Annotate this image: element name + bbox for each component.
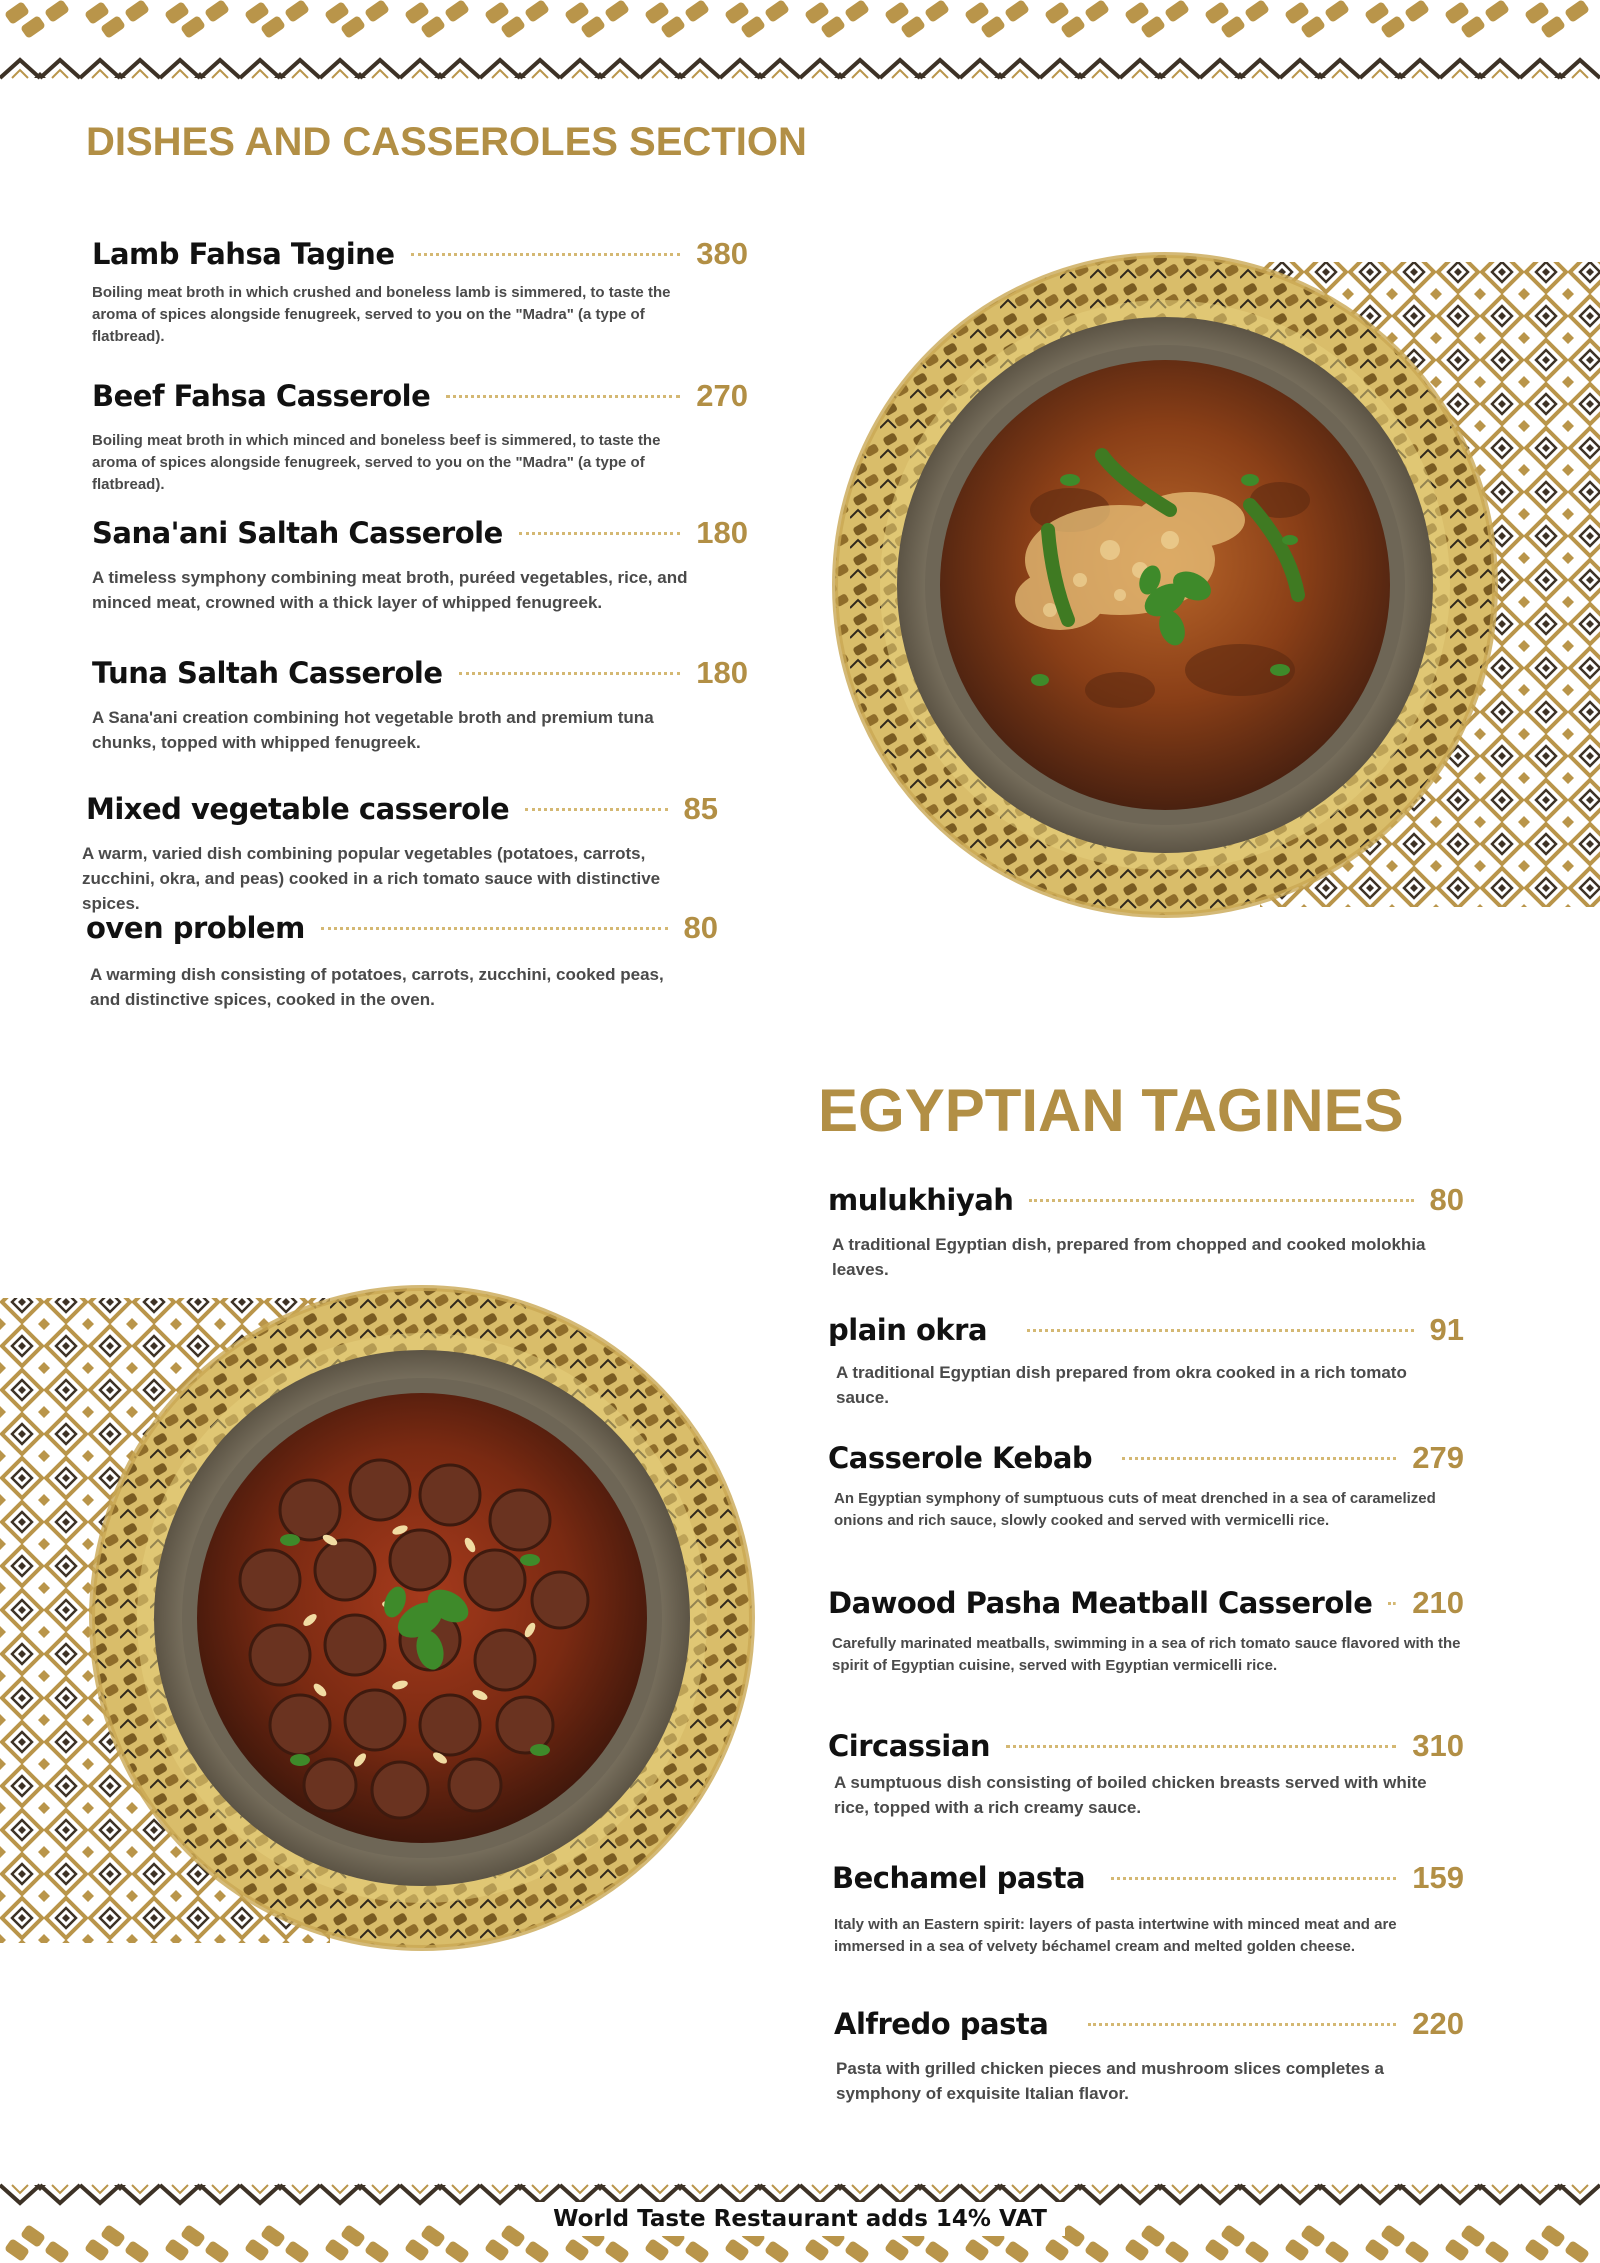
vat-note-text: World Taste Restaurant adds 14% VAT	[535, 2202, 1065, 2236]
item-name: oven problem	[86, 911, 305, 945]
item-name: Mixed vegetable casserole	[86, 792, 510, 826]
item-description: An Egyptian symphony of sumptuous cuts of meat drenched in a sea of caramelized onions and rich sauce, slowly cooked and served with vermicelli rice.	[834, 1490, 1436, 1529]
item-price: 220	[1412, 2006, 1464, 2041]
item-description: Boiling meat broth in which crushed and boneless lamb is simmered, to taste the aroma of spices alongside fenugreek, served to you on the "Madra" (a type of flatbread).	[92, 284, 671, 345]
item-description: A sumptuous dish consisting of boiled chicken breasts served with white rice, topped with a rich creamy sauce.	[834, 1773, 1427, 1817]
item-price: 80	[683, 910, 718, 945]
item-name: mulukhiyah	[828, 1183, 1014, 1217]
item-description: Italy with an Eastern spirit: layers of pasta intertwine with minced meat and are immersed in a sea of velvety béchamel cream and melted golden cheese.	[834, 1916, 1397, 1955]
menu-item-dawood-pasha	[828, 1585, 1464, 1677]
item-description: A Sana'ani creation combining hot vegetable broth and premium tuna chunks, topped with whipped fenugreek.	[92, 708, 654, 752]
menu-item-tuna-saltah	[92, 655, 748, 755]
dot-leader	[519, 532, 681, 535]
item-description: A traditional Egyptian dish prepared from okra cooked in a rich tomato sauce.	[836, 1363, 1407, 1407]
item-price: 180	[696, 655, 748, 690]
item-price: 270	[696, 378, 748, 413]
dot-leader	[1388, 1602, 1396, 1605]
dot-leader	[446, 395, 680, 398]
menu-item-oven-problem	[86, 910, 718, 1012]
item-price: 85	[683, 791, 718, 826]
vat-footer	[0, 2206, 1600, 2232]
dot-leader	[411, 253, 681, 256]
item-name: Beef Fahsa Casserole	[92, 379, 431, 413]
menu-item-alfredo-pasta	[834, 2006, 1464, 2106]
item-name: Bechamel pasta	[832, 1861, 1086, 1895]
item-description: Pasta with grilled chicken pieces and mushroom slices completes a symphony of exquisite Italian flavor.	[836, 2059, 1384, 2103]
menu-item-mulukhiyah	[828, 1182, 1464, 1282]
dot-leader	[1122, 1457, 1396, 1460]
menu-item-bechamel-pasta	[832, 1860, 1464, 1958]
item-price: 210	[1412, 1585, 1464, 1620]
item-price: 180	[696, 515, 748, 550]
dot-leader	[1111, 1877, 1396, 1880]
item-price: 310	[1412, 1728, 1464, 1763]
item-name: Lamb Fahsa Tagine	[92, 237, 395, 271]
meatball-casserole-plate-icon	[0, 1280, 760, 1960]
menu-item-lamb-fahsa	[92, 236, 748, 348]
item-name: plain okra	[828, 1313, 988, 1347]
dishes-section-title: DISHES AND CASSEROLES SECTION	[86, 120, 807, 164]
dot-leader	[1029, 1199, 1413, 1202]
dot-leader	[321, 927, 668, 930]
item-price: 159	[1412, 1860, 1464, 1895]
menu-item-sanaani-saltah	[92, 515, 748, 615]
menu-item-plain-okra	[828, 1312, 1464, 1410]
menu-item-mixed-vegetable	[82, 791, 718, 916]
item-name: Casserole Kebab	[828, 1441, 1093, 1475]
item-description: Carefully marinated meatballs, swimming in a sea of rich tomato sauce flavored with the spirit of Egyptian cuisine, served with Egyptian vermicelli rice.	[832, 1635, 1461, 1674]
menu-item-circassian	[828, 1728, 1464, 1820]
item-description: A timeless symphony combining meat broth, puréed vegetables, rice, and minced meat, crowned with a thick layer of whipped fenugreek.	[92, 568, 688, 612]
item-name: Sana'ani Saltah Casserole	[92, 516, 503, 550]
item-name: Dawood Pasha Meatball Casserole	[828, 1586, 1373, 1620]
item-description: Boiling meat broth in which minced and boneless beef is simmered, to taste the aroma of spices alongside fenugreek, served to you on the "Madra" (a type of flatbread).	[92, 432, 661, 493]
item-name: Alfredo pasta	[834, 2007, 1049, 2041]
dot-leader	[1006, 1745, 1396, 1748]
egyptian-tagines-title: EGYPTIAN TAGINES	[818, 1077, 1404, 1144]
item-price: 279	[1412, 1440, 1464, 1475]
dot-leader	[1027, 1329, 1413, 1332]
item-price: 80	[1429, 1182, 1464, 1217]
dot-leader	[1088, 2023, 1396, 2026]
item-description: A traditional Egyptian dish, prepared from chopped and cooked molokhia leaves.	[832, 1235, 1426, 1279]
menu-item-casserole-kebab	[828, 1440, 1464, 1532]
item-price: 91	[1429, 1312, 1464, 1347]
menu-item-beef-fahsa	[92, 378, 748, 496]
item-name: Tuna Saltah Casserole	[92, 656, 443, 690]
saltah-casserole-plate-icon	[820, 250, 1600, 930]
item-name: Circassian	[828, 1729, 990, 1763]
dot-leader	[459, 672, 681, 675]
top-pattern-band	[0, 0, 1600, 80]
item-description: A warm, varied dish combining popular vegetables (potatoes, carrots, zucchini, okra, and peas) cooked in a rich tomato sauce with distinctive spices.	[82, 844, 661, 913]
item-description: A warming dish consisting of potatoes, carrots, zucchini, cooked peas, and distinctive spices, cooked in the oven.	[90, 965, 664, 1009]
item-price: 380	[696, 236, 748, 271]
dot-leader	[525, 808, 667, 811]
